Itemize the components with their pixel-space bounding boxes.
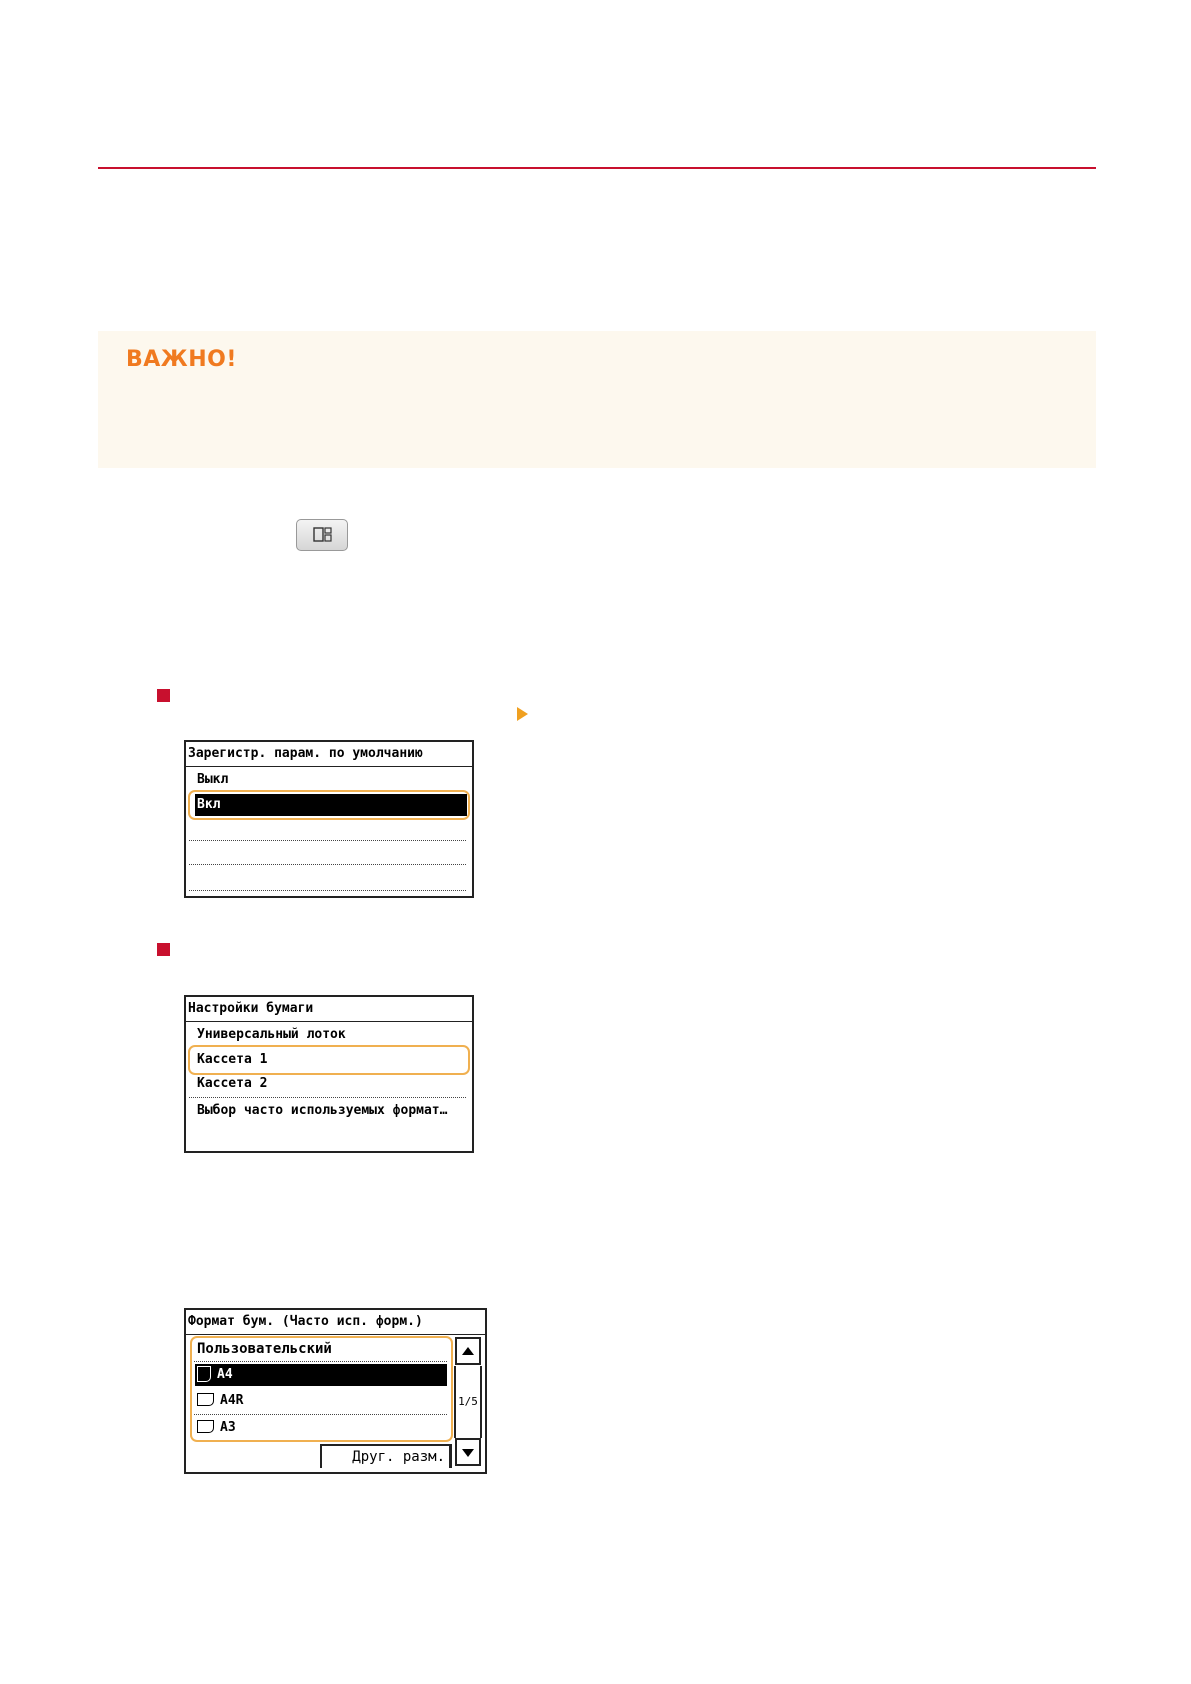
- other-size-button[interactable]: Друг. разм.: [320, 1444, 452, 1468]
- scroll-up-icon: [462, 1347, 474, 1355]
- step-bullet-2: [157, 943, 170, 956]
- lcd-item-frequent-sizes[interactable]: Выбор часто используемых формат…: [197, 1103, 448, 1118]
- lcd-item-a4r-label: A4R: [220, 1393, 244, 1408]
- lcd-item-custom[interactable]: Пользовательский: [197, 1341, 332, 1357]
- paper-select-glyph: [297, 520, 347, 550]
- scroll-down-button[interactable]: [455, 1438, 481, 1466]
- lcd-screen-paper-size: [184, 1308, 487, 1474]
- lcd-title: Настройки бумаги: [186, 997, 472, 1022]
- header-rule: [98, 167, 1096, 169]
- lcd-item-drawer-2[interactable]: Кассета 2: [197, 1076, 268, 1091]
- lcd-item-multipurpose-tray[interactable]: Универсальный лоток: [197, 1027, 346, 1042]
- link-arrow-icon: [517, 707, 528, 721]
- lcd-title: Формат бум. (Часто исп. форм.): [186, 1310, 485, 1335]
- dotted-separator: [189, 864, 466, 865]
- lcd-item-a3-label: A3: [220, 1420, 236, 1435]
- lcd-item-on[interactable]: Вкл: [195, 794, 467, 816]
- lcd-item-a4-label: A4: [217, 1367, 233, 1382]
- highlight-ring: [190, 1336, 453, 1442]
- lcd-screen-paper-settings: [184, 995, 474, 1153]
- lcd-item-drawer-1[interactable]: Кассета 1: [197, 1052, 268, 1067]
- scroll-down-icon: [462, 1449, 474, 1457]
- important-callout: [98, 331, 1096, 468]
- lcd-item-off[interactable]: Выкл: [197, 772, 229, 787]
- dotted-separator: [189, 890, 466, 891]
- scroll-up-button[interactable]: [455, 1337, 481, 1365]
- important-title: ВАЖНО!: [126, 347, 237, 372]
- paper-select-key-icon: [296, 519, 348, 551]
- page-indicator: 1/5: [454, 1366, 482, 1438]
- highlight-ring: [188, 1045, 470, 1075]
- highlight-ring: [188, 790, 470, 820]
- lcd-screen-default-settings: [184, 740, 474, 898]
- step-bullet-1: [157, 689, 170, 702]
- dotted-separator: [189, 1097, 466, 1098]
- lcd-title: Зарегистр. парам. по умолчанию: [186, 742, 472, 767]
- dotted-separator: [189, 840, 466, 841]
